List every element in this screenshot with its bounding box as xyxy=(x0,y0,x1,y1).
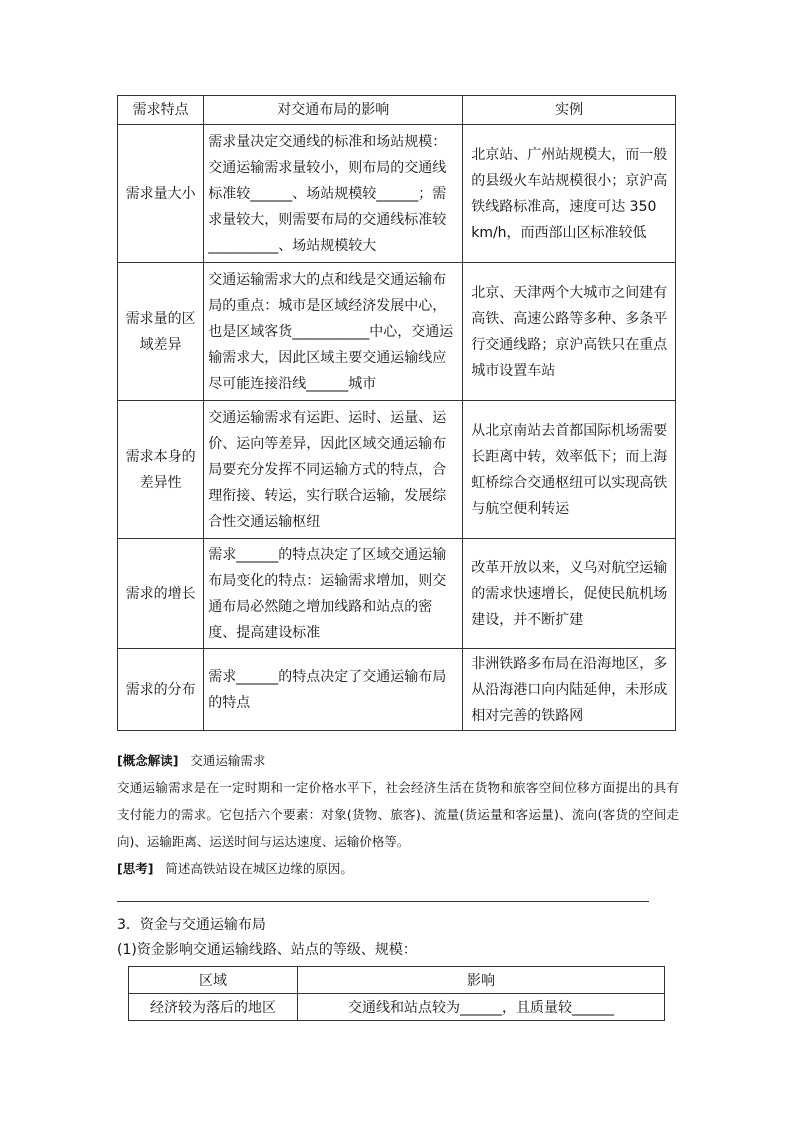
header-effect: 对交通布局的影响 xyxy=(204,96,463,125)
row-characteristic: 需求量大小 xyxy=(118,125,204,263)
row-example: 改革开放以来，义乌对航空运输的需求快速增长，促使民航机场建设，并不断扩建 xyxy=(463,539,676,649)
section-subtitle: (1)资金影响交通运输线路、站点的等级、规模： xyxy=(117,942,417,958)
table-row xyxy=(118,263,676,401)
row-example: 北京、天津两个大城市之间建有高铁、高速公路等多种、多条平行交通线路；京沪高铁只在重点城市设置车站 xyxy=(463,263,676,401)
think-text: 简述高铁站设在城区边缘的原因。 xyxy=(165,861,353,876)
row-effect: 交通运输需求大的点和线是交通运输布局的重点：城市是区域经济发展中心，也是区域客货___________中心，交通运输需求大，因此区域主要交通运输线应尽可能连接沿线______城市 xyxy=(204,263,463,401)
row-effect: 需求量决定交通线的标准和场站规模：交通运输需求量较小，则布局的交通线标准较______、场站规模较______；需求量较大，则需要布局的交通线标准较__________、场站规模较大 xyxy=(204,125,463,263)
capital-table xyxy=(128,966,665,1021)
row-example: 北京站、广州站规模大，而一般的县级火车站规模很小；京沪高铁线路标准高，速度可达 350 km/h，而西部山区标准较低 xyxy=(463,125,676,263)
header-impact: 影响 xyxy=(298,967,665,994)
concept-text: 交通运输需求是在一定时期和一定价格水平下，社会经济生活在货物和旅客空间位移方面提出的具有支付能力的需求。它包括六个要素：对象(货物、旅客)、流量(货运量和客运量)、流向(客货的空间走向)、运输距离、运送时间与运达速度、运输价格等。 xyxy=(117,780,679,849)
concept-heading xyxy=(117,747,679,774)
header-characteristic: 需求特点 xyxy=(118,96,204,125)
row-region: 经济较为落后的地区 xyxy=(129,994,298,1021)
header-region: 区域 xyxy=(129,967,298,994)
table-row xyxy=(129,994,665,1021)
row-characteristic: 需求的增长 xyxy=(118,539,204,649)
divider xyxy=(117,901,649,902)
table-row xyxy=(118,401,676,539)
row-characteristic: 需求本身的差异性 xyxy=(118,401,204,539)
think-label: [思考] xyxy=(117,861,154,876)
row-impact: 交通线和站点较为______，且质量较______ xyxy=(298,994,665,1021)
think-line xyxy=(117,855,679,882)
demand-table xyxy=(117,95,676,731)
row-effect: 交通运输需求有运距、运时、运量、运价、运向等差异，因此区域交通运输布局要充分发挥不同运输方式的特点，合理衔接、转运，实行联合运输，发展综合性交通运输枢纽 xyxy=(204,401,463,539)
concept-title: 交通运输需求 xyxy=(190,753,266,768)
table-row xyxy=(118,649,676,731)
table-header-row xyxy=(118,96,676,125)
table-row xyxy=(118,125,676,263)
row-effect: 需求______的特点决定了区域交通运输布局变化的特点：运输需求增加，则交通布局必然随之增加线路和站点的密度、提高建设标准 xyxy=(204,539,463,649)
concept-box xyxy=(117,747,679,882)
row-characteristic: 需求的分布 xyxy=(118,649,204,731)
row-effect: 需求______的特点决定了交通运输布局的特点 xyxy=(204,649,463,731)
capital-header-row xyxy=(129,967,665,994)
table-row xyxy=(118,539,676,649)
row-characteristic: 需求量的区域差异 xyxy=(118,263,204,401)
concept-label: [概念解读] xyxy=(117,753,179,768)
section-title: 3．资金与交通运输布局 xyxy=(117,917,266,933)
row-example: 非洲铁路多布局在沿海地区，多从沿海港口向内陆延伸，未形成相对完善的铁路网 xyxy=(463,649,676,731)
header-example: 实例 xyxy=(463,96,676,125)
row-example: 从北京南站去首都国际机场需要长距离中转，效率低下；而上海虹桥综合交通枢纽可以实现高铁与航空便利转运 xyxy=(463,401,676,539)
